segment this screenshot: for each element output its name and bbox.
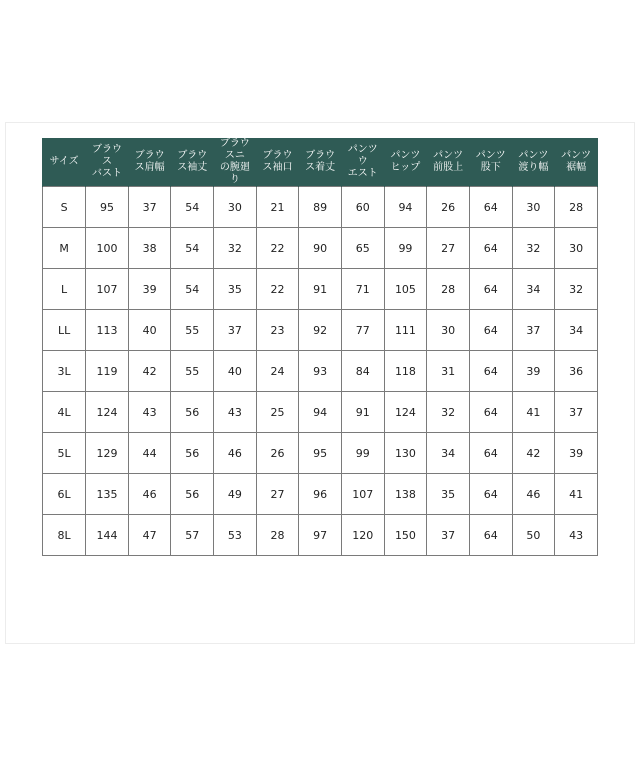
size-label-cell: S [43,187,86,228]
measurement-cell: 34 [427,433,470,474]
measurement-cell: 54 [171,269,214,310]
measurement-cell: 37 [555,392,598,433]
measurement-cell: 95 [299,433,342,474]
measurement-cell: 94 [299,392,342,433]
table-header [43,138,598,187]
measurement-cell: 34 [512,269,555,310]
measurement-cell: 32 [555,269,598,310]
measurement-cell: 55 [171,310,214,351]
measurement-cell: 105 [384,269,427,310]
column-header: ブラウス バスト [86,138,129,187]
column-header: パンツ 前股上 [427,138,470,187]
measurement-cell: 65 [341,228,384,269]
size-label-cell: 3L [43,351,86,392]
measurement-cell: 28 [555,187,598,228]
measurement-cell: 107 [341,474,384,515]
measurement-cell: 37 [128,187,171,228]
measurement-cell: 144 [86,515,129,556]
measurement-cell: 42 [128,351,171,392]
measurement-cell: 27 [256,474,299,515]
column-header: ブラウ ス肩幅 [128,138,171,187]
measurement-cell: 111 [384,310,427,351]
measurement-cell: 27 [427,228,470,269]
table-row [43,515,598,556]
measurement-cell: 22 [256,269,299,310]
measurement-cell: 91 [341,392,384,433]
measurement-cell: 54 [171,187,214,228]
measurement-cell: 64 [469,351,512,392]
measurement-cell: 39 [555,433,598,474]
measurement-cell: 129 [86,433,129,474]
column-header: ブラウ ス袖丈 [171,138,214,187]
measurement-cell: 40 [214,351,257,392]
measurement-cell: 44 [128,433,171,474]
measurement-cell: 64 [469,392,512,433]
table-row [43,474,598,515]
measurement-cell: 36 [555,351,598,392]
column-header-size: サイズ [43,138,86,187]
measurement-cell: 135 [86,474,129,515]
measurement-cell: 57 [171,515,214,556]
column-header: ブラウスニ の腕廻り [214,138,257,187]
header-row [43,138,598,187]
measurement-cell: 34 [555,310,598,351]
measurement-cell: 90 [299,228,342,269]
table-row [43,310,598,351]
measurement-cell: 99 [384,228,427,269]
measurement-cell: 49 [214,474,257,515]
column-header: パンツウ エスト [341,138,384,187]
table-row [43,187,598,228]
column-header: パンツ 裾幅 [555,138,598,187]
measurement-cell: 150 [384,515,427,556]
measurement-cell: 37 [512,310,555,351]
measurement-cell: 64 [469,474,512,515]
measurement-cell: 124 [384,392,427,433]
measurement-cell: 92 [299,310,342,351]
measurement-cell: 23 [256,310,299,351]
measurement-cell: 60 [341,187,384,228]
measurement-cell: 28 [256,515,299,556]
table-row [43,269,598,310]
measurement-cell: 130 [384,433,427,474]
measurement-cell: 41 [512,392,555,433]
measurement-cell: 37 [427,515,470,556]
measurement-cell: 32 [214,228,257,269]
measurement-cell: 37 [214,310,257,351]
measurement-cell: 56 [171,392,214,433]
size-label-cell: 8L [43,515,86,556]
measurement-cell: 25 [256,392,299,433]
measurement-cell: 56 [171,474,214,515]
measurement-cell: 46 [128,474,171,515]
measurement-cell: 84 [341,351,384,392]
measurement-cell: 32 [427,392,470,433]
measurement-cell: 55 [171,351,214,392]
measurement-cell: 35 [214,269,257,310]
column-header: パンツ 渡り幅 [512,138,555,187]
measurement-cell: 50 [512,515,555,556]
measurement-cell: 38 [128,228,171,269]
measurement-cell: 26 [427,187,470,228]
measurement-cell: 64 [469,228,512,269]
measurement-cell: 77 [341,310,384,351]
table-row [43,392,598,433]
column-header: ブラウ ス袖口 [256,138,299,187]
measurement-cell: 99 [341,433,384,474]
measurement-cell: 30 [214,187,257,228]
size-label-cell: 6L [43,474,86,515]
measurement-cell: 41 [555,474,598,515]
measurement-cell: 42 [512,433,555,474]
measurement-cell: 54 [171,228,214,269]
measurement-cell: 64 [469,515,512,556]
measurement-cell: 97 [299,515,342,556]
measurement-cell: 124 [86,392,129,433]
measurement-cell: 43 [555,515,598,556]
table-row [43,351,598,392]
measurement-cell: 31 [427,351,470,392]
measurement-cell: 95 [86,187,129,228]
measurement-cell: 30 [427,310,470,351]
measurement-cell: 22 [256,228,299,269]
measurement-cell: 40 [128,310,171,351]
size-label-cell: M [43,228,86,269]
table-body [43,187,598,556]
measurement-cell: 89 [299,187,342,228]
measurement-cell: 107 [86,269,129,310]
measurement-cell: 138 [384,474,427,515]
size-label-cell: 5L [43,433,86,474]
measurement-cell: 96 [299,474,342,515]
measurement-cell: 47 [128,515,171,556]
measurement-cell: 100 [86,228,129,269]
measurement-cell: 64 [469,433,512,474]
measurement-cell: 64 [469,269,512,310]
measurement-cell: 39 [128,269,171,310]
size-label-cell: 4L [43,392,86,433]
table-row [43,433,598,474]
measurement-cell: 71 [341,269,384,310]
measurement-cell: 64 [469,310,512,351]
measurement-cell: 113 [86,310,129,351]
size-label-cell: LL [43,310,86,351]
measurement-cell: 46 [512,474,555,515]
measurement-cell: 24 [256,351,299,392]
measurement-cell: 46 [214,433,257,474]
measurement-cell: 30 [512,187,555,228]
measurement-cell: 64 [469,187,512,228]
column-header: パンツ ヒップ [384,138,427,187]
measurement-cell: 91 [299,269,342,310]
measurement-cell: 35 [427,474,470,515]
measurement-cell: 28 [427,269,470,310]
table-row [43,228,598,269]
measurement-cell: 120 [341,515,384,556]
measurement-cell: 43 [214,392,257,433]
measurement-cell: 26 [256,433,299,474]
column-header: パンツ 股下 [469,138,512,187]
column-header: ブラウ ス着丈 [299,138,342,187]
measurement-cell: 93 [299,351,342,392]
size-label-cell: L [43,269,86,310]
measurement-cell: 94 [384,187,427,228]
measurement-cell: 43 [128,392,171,433]
measurement-cell: 118 [384,351,427,392]
measurement-cell: 53 [214,515,257,556]
size-chart-table [42,138,598,556]
measurement-cell: 21 [256,187,299,228]
measurement-cell: 119 [86,351,129,392]
measurement-cell: 30 [555,228,598,269]
measurement-cell: 32 [512,228,555,269]
measurement-cell: 39 [512,351,555,392]
measurement-cell: 56 [171,433,214,474]
